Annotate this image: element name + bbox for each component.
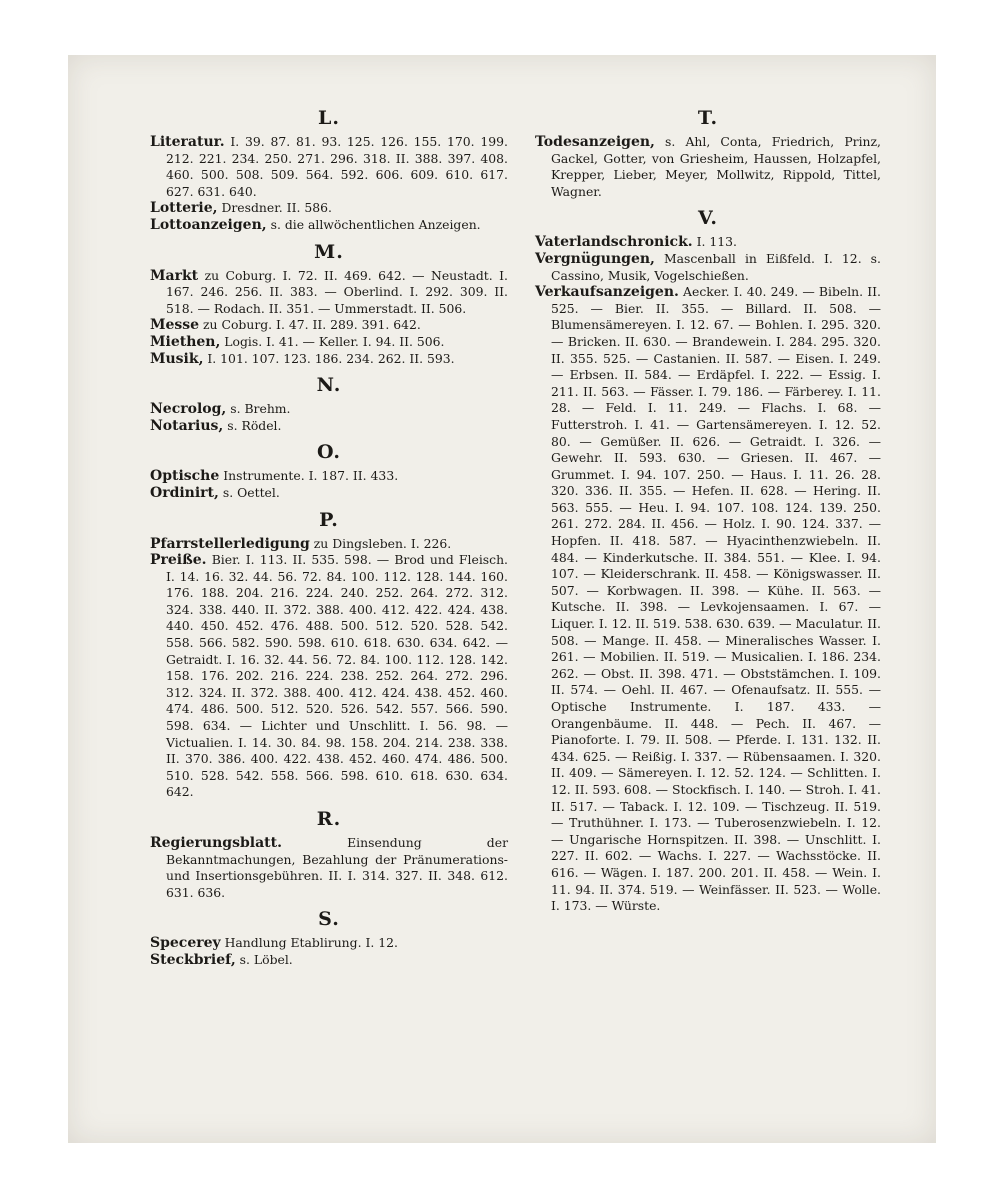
entry-references: s. die allwöchentlichen Anzeigen. <box>270 216 481 232</box>
entry-headword: Messe <box>150 317 200 334</box>
entry-references: zu Coburg. I. 72. II. 469. 642. — Neustadt. I. 167. 246. 256. II. 383. — Oberlind. I. 292. 309. II. 518. — Rodach. II. 351. — Ummerstadt. II. 506. <box>166 267 508 316</box>
entry-references: Bier. I. 113. II. 535. 598. — Brod und Fleisch. I. 14. 16. 32. 44. 56. 72. 84. 100. 112. 128. 144. 160. 176. 188. 204. 216. 224. 240. 252. 264. 272. 312. 324. 338. 440. II. 372. 388. 400. 412. 422. 424. 438. 440. 450. 452. 476. 488. 500. 512. 520. 528. 542. 558. 566. 582. 590. 598. 610. 618. 630. 634. 642. — Getraidt. I. 16. 32. 44. 56. 72. 84. 100. 112. 128. 142. 158. 176. 202. 216. 224. 238. 252. 264. 272. 296. 312. 324. II. 372. 388. 400. 412. 424. 438. 452. 460. 474. 486. 500. 512. 520. 526. 542. 557. 566. 590. 598. 634. — Lichter und Unschlitt. I. 56. 98. — Victualien. I. 14. 30. 84. 98. 158. 204. 214. 238. 338. II. 370. 386. 400. 422. 438. 452. 460. 474. 486. 500. 510. 528. 542. 558. 566. 598. 610. 618. 630. 634. 642. <box>166 552 508 800</box>
index-entry <box>150 317 508 334</box>
entry-references: zu Dingsleben. I. 226. <box>313 535 452 551</box>
section-letter: L. <box>318 107 340 129</box>
entry-headword: Steckbrief, <box>150 951 236 968</box>
entry-headword: Regierungsblatt. <box>150 835 282 851</box>
entry-headword: Miethen, <box>150 333 221 350</box>
index-entry <box>150 935 508 952</box>
entry-headword: Todesanzeigen, <box>535 134 655 150</box>
section-letter: R. <box>316 808 342 830</box>
index-entry <box>150 835 508 901</box>
entry-headword: Preiße. <box>150 552 207 569</box>
entry-headword: Ordinirt, <box>150 484 219 501</box>
entry-headword: Vergnügungen, <box>535 250 655 267</box>
entry-references: s. Ahl, Conta, Friedrich, Prinz, Gackel, Gotter, von Griesheim, Haussen, Holzapfel, Krepper, Lieber, Meyer, Mollwitz, Rippold, Tittel, Wagner. <box>551 134 881 199</box>
entry-references: I. 113. <box>696 234 737 250</box>
entry-references: Aecker. I. 40. 249. — Bibeln. II. 525. — Bier. II. 355. — Billard. II. 508. — Blumensämereyen. I. 12. 67. — Bohlen. I. 295. 320. — Bricken. II. 630. — Brandewein. I. 284. 295. 320. II. 355. 525. — Castanien. II. 587. — Eisen. I. 249. — Erbsen. II. 584. — Erdäpfel. I. 222. — Essig. I. 211. II. 563. — Fässer. I. 79. 186. — Färberey. I. 11. 28. — Feld. I. 11. 249. — Flachs. I. 68. — Futterstroh. I. 41. — Gartensämereyen. I. 12. 52. 80. — Gemüßer. II. 626. — Getraidt. I. 326. — Gewehr. II. 593. 630. — Griesen. II. 467. — Grummet. I. 94. 107. 250. — Haus. I. 11. 26. 28. 320. 336. II. 355. — Hefen. II. 628. — Hering. II. 563. 555. — Heu. I. 94. 107. 108. 124. 139. 250. 261. 272. 284. II. 456. — Holz. I. 90. 124. 337. — Hopfen. II. 418. 587. — Hyacinthenzwiebeln. II. 484. — Kinderkutsche. II. 384. 551. — Klee. I. 94. 107. — Kleiderschrank. II. 458. — Königswasser. II. 507. — Korbwagen. II. 398. — Kühe. II. 563. — Kutsche. II. 398. — Levkojensaamen. I. 67. — Liquer. I. 12. II. 519. 538. 630. 639. — Maculatur. II. 508. — Mange. II. 458. — Mineralisches Wasser. I. 261. — Mobilien. II. 519. — Musicalien. I. 186. 234. 262. — Obst. II. 398. 471. — Obststämchen. I. 109. II. 574. — Oehl. II. 467. — Ofenaufsatz. II. 555. — Optische Instrumente. I. 187. 433. — Orangenbäume. II. 448. — Pech. II. 467. — Pianoforte. I. 79. II. 508. — Pferde. I. 131. 132. II. 434. 625. — Reißig. I. 337. — Rübensaamen. I. 320. II. 409. — Sämereyen. I. 12. 52. 124. — Schlitten. I. 12. II. 593. 608. — Stockfisch. I. 140. — Stroh. I. 41. II. 517. — Taback. I. 12. 109. — Tischzeug. II. 519. — Truthühner. I. 173. — Tuberosenzwiebeln. I. 12. — Ungarische Hornspitzen. II. 398. — Unschlitt. I. 227. II. 602. — Wachs. I. 227. — Wachsstöcke. II. 616. — Wägen. I. 187. 200. 201. II. 458. — Wein. I. 11. 94. II. 374. 519. — Weinfässer. II. 523. — Wolle. I. 173. — Würste. <box>551 284 881 914</box>
section-letter: V. <box>697 207 719 230</box>
entry-references: s. Löbel. <box>239 951 293 967</box>
entry-references: Logis. I. 41. — Keller. I. 94. II. 506. <box>224 333 445 349</box>
entry-references: Dresdner. II. 586. <box>221 200 332 216</box>
entry-headword: Verkaufsanzeigen. <box>535 284 679 301</box>
entry-references: I. 39. 87. 81. 93. 125. 126. 155. 170. 199. 212. 221. 234. 250. 271. 296. 318. II. 388. 397. 408. 460. 500. 508. 509. 564. 592. 606. 609. 610. 617. 627. 631. 640. <box>166 134 508 199</box>
index-entry <box>150 401 508 418</box>
entry-references: Mascenball in Eißfeld. I. 12. s. Cassino, Musik, Vogelschießen. <box>551 250 881 283</box>
entry-references: Handlung Etablirung. I. 12. <box>224 935 398 951</box>
left-column <box>150 100 508 969</box>
entry-headword: Notarius, <box>150 417 224 434</box>
index-entry <box>150 134 508 200</box>
entry-headword: Vaterlandschronick. <box>535 234 693 251</box>
entry-references: I. 101. 107. 123. 186. 234. 262. II. 593. <box>207 350 455 366</box>
index-entry <box>150 536 508 553</box>
section-letter: O. <box>316 441 342 464</box>
section-letter: T. <box>697 107 719 129</box>
index-entry <box>150 217 508 234</box>
entry-headword: Necrolog, <box>150 401 227 418</box>
section-letter: S. <box>318 908 340 931</box>
entry-references: zu Coburg. I. 47. II. 289. 391. 642. <box>203 317 421 333</box>
entry-headword: Optische <box>150 468 220 485</box>
index-entry <box>535 234 881 251</box>
index-entry <box>535 251 881 284</box>
index-entry <box>150 418 508 435</box>
entry-headword: Musik, <box>150 350 204 367</box>
entry-headword: Pfarrstellerledigung <box>150 535 310 552</box>
index-entry <box>150 200 508 217</box>
entry-references: Instrumente. I. 187. II. 433. <box>223 468 399 484</box>
index-entry <box>150 552 508 801</box>
entry-references: s. Rödel. <box>227 417 282 433</box>
index-entry <box>150 952 508 969</box>
section-letter: P. <box>319 508 339 531</box>
entry-headword: Lotterie, <box>150 200 218 217</box>
right-column <box>535 100 881 915</box>
index-entry <box>150 351 508 368</box>
entry-references: s. Oettel. <box>222 484 280 500</box>
entry-headword: Lottoanzeigen, <box>150 216 267 233</box>
entry-references: s. Brehm. <box>230 401 291 417</box>
entry-headword: Specerey <box>150 935 221 952</box>
index-entry <box>150 468 508 485</box>
index-entry <box>150 334 508 351</box>
section-letter: M. <box>314 240 344 263</box>
index-entry <box>535 134 881 200</box>
index-entry <box>535 284 881 915</box>
entry-references: Einsendung der Bekanntmachungen, Bezahlung der Pränumerations- und Insertionsgebühren. II. I. 314. 327. II. 348. 612. 631. 636. <box>166 835 508 900</box>
index-entry <box>150 485 508 502</box>
index-entry <box>150 268 508 318</box>
section-letter: N. <box>316 374 342 397</box>
entry-headword: Markt <box>150 267 199 284</box>
entry-headword: Literatur. <box>150 134 225 150</box>
